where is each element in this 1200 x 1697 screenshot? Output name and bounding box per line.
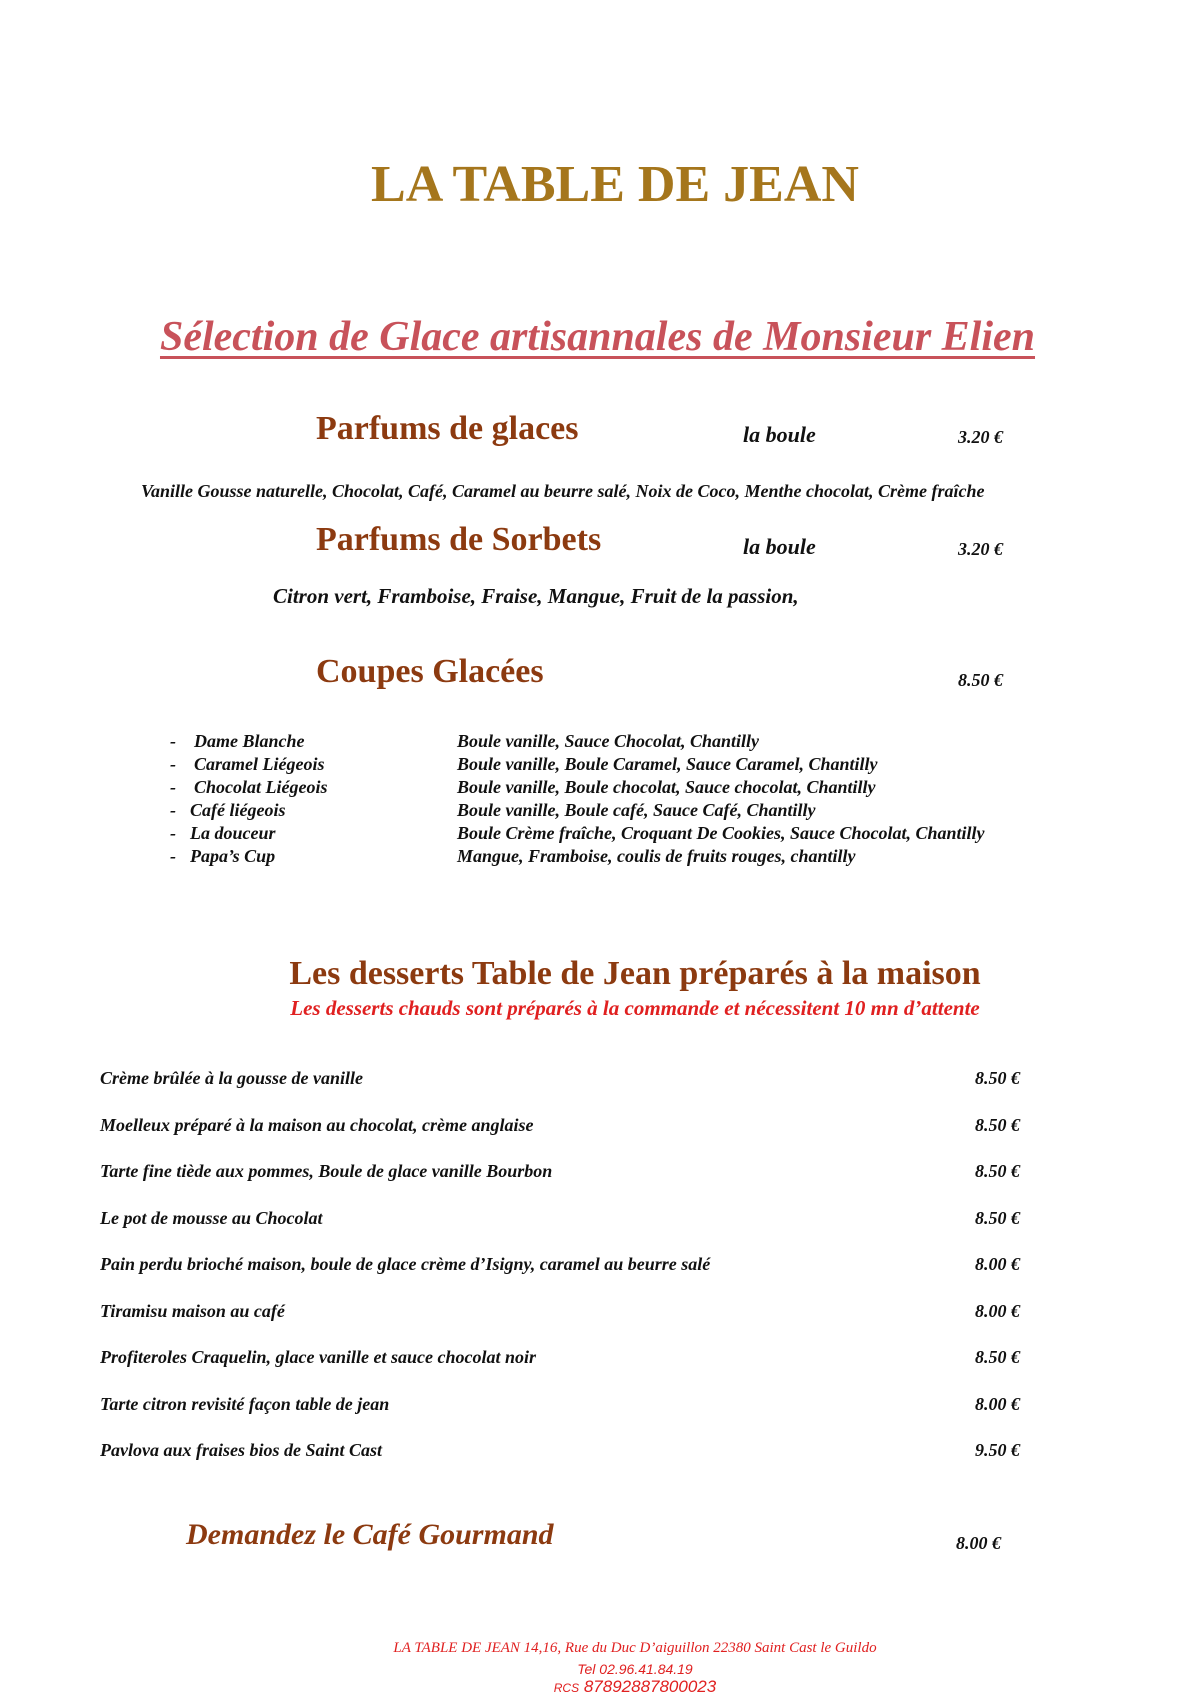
- coupe-dash: -: [170, 777, 176, 797]
- coupe-dash: -: [170, 731, 176, 751]
- dessert-name: Profiteroles Craquelin, glace vanille et sauce chocolat noir: [100, 1347, 536, 1367]
- dessert-price: 8.00 €: [975, 1393, 1020, 1414]
- coupe-desc: Boule Crème fraîche, Croquant De Cookies, Sauce Chocolat, Chantilly: [457, 823, 985, 843]
- dessert-item: [100, 1301, 1020, 1348]
- dessert-price: 9.50 €: [975, 1440, 1020, 1460]
- dessert-name: Moelleux préparé à la maison au chocolat, crème anglaise: [100, 1114, 534, 1135]
- dessert-item: [100, 1394, 1020, 1441]
- coupe-name: Papa’s Cup: [190, 846, 276, 866]
- coupes-list: [170, 730, 985, 868]
- dessert-name: Le pot de mousse au Chocolat: [100, 1207, 323, 1228]
- dessert-item: [100, 1161, 1020, 1208]
- coupe-dash: -: [170, 754, 176, 774]
- coupe-item: [170, 822, 985, 845]
- sorbets-heading: Parfums de Sorbets: [316, 521, 602, 558]
- dessert-item: [100, 1254, 1020, 1301]
- cafe-gourmand-label: Demandez le Café Gourmand: [186, 1518, 554, 1551]
- sorbets-price: 3.20 €: [958, 539, 1003, 559]
- coupe-name: Caramel Liégeois: [194, 754, 325, 774]
- glaces-heading: Parfums de glaces: [316, 410, 579, 447]
- dessert-name: Crème brûlée à la gousse de vanille: [100, 1068, 363, 1088]
- dessert-item: [100, 1440, 1020, 1487]
- dessert-price: 8.50 €: [975, 1207, 1020, 1228]
- dessert-name: Pavlova aux fraises bios de Saint Cast: [100, 1440, 383, 1460]
- coupe-desc: Boule vanille, Boule café, Sauce Café, Chantilly: [457, 800, 816, 820]
- coupe-dash: -: [170, 823, 176, 843]
- coupe-desc: Boule vanille, Boule chocolat, Sauce chocolat, Chantilly: [457, 777, 876, 797]
- glaces-price: 3.20 €: [958, 427, 1003, 447]
- dessert-price: 8.50 €: [975, 1068, 1020, 1088]
- coupe-desc: Boule vanille, Boule Caramel, Sauce Caramel, Chantilly: [457, 754, 878, 774]
- dessert-price: 8.00 €: [975, 1300, 1020, 1321]
- coupe-item: [170, 845, 985, 868]
- sorbets-flavors: Citron vert, Framboise, Fraise, Mangue, Fruit de la passion,: [273, 584, 799, 608]
- glaces-unit: la boule: [743, 422, 816, 447]
- dessert-price: 8.50 €: [975, 1161, 1020, 1181]
- desserts-note: Les desserts chauds sont préparés à la commande et nécessitent 10 mn d’attente: [290, 996, 980, 1020]
- sorbets-unit: la boule: [743, 534, 816, 559]
- coupe-item: [170, 799, 985, 822]
- footer-phone: Tel 02.96.41.84.19: [577, 1661, 693, 1677]
- desserts-list: [100, 1068, 1020, 1487]
- coupe-item: [170, 776, 985, 799]
- desserts-heading: Les desserts Table de Jean préparés à la maison: [289, 955, 981, 992]
- footer-rcs: [0, 1677, 1200, 1697]
- dessert-item: [100, 1347, 1020, 1394]
- restaurant-title: LA TABLE DE JEAN: [371, 156, 859, 213]
- coupe-name: Café liégeois: [190, 800, 286, 820]
- coupe-name: Dame Blanche: [194, 731, 305, 751]
- footer-address: LA TABLE DE JEAN 14,16, Rue du Duc D’aiguillon 22380 Saint Cast le Guildo: [393, 1640, 877, 1656]
- dessert-item: [100, 1115, 1020, 1162]
- coupe-desc: Boule vanille, Sauce Chocolat, Chantilly: [457, 731, 760, 751]
- coupes-price: 8.50 €: [958, 670, 1003, 690]
- glaces-flavors: Vanille Gousse naturelle, Chocolat, Café, Caramel au beurre salé, Noix de Coco, Menthe chocolat, Crème fraîche: [141, 481, 985, 501]
- dessert-name: Tarte fine tiède aux pommes, Boule de glace vanille Bourbon: [100, 1161, 553, 1181]
- coupe-item: [170, 753, 985, 776]
- dessert-item: [100, 1208, 1020, 1255]
- coupe-dash: -: [170, 846, 176, 866]
- footer-rcs-label: RCS: [553, 1681, 580, 1695]
- ice-cream-selection-title: Sélection de Glace artisannales de Monsieur Elien: [159, 314, 1036, 360]
- footer-rcs-number: 87892887800023: [583, 1677, 717, 1696]
- coupe-desc: Mangue, Framboise, coulis de fruits rouges, chantilly: [457, 846, 856, 866]
- dessert-item: [100, 1068, 1020, 1115]
- dessert-price: 8.00 €: [975, 1254, 1020, 1274]
- coupe-name: La douceur: [190, 823, 276, 843]
- coupe-name: Chocolat Liégeois: [194, 777, 328, 797]
- coupes-heading: Coupes Glacées: [316, 653, 544, 690]
- cafe-gourmand-price: 8.00 €: [956, 1533, 1001, 1553]
- dessert-price: 8.50 €: [975, 1114, 1020, 1135]
- dessert-name: Tarte citron revisité façon table de jean: [100, 1393, 390, 1414]
- dessert-price: 8.50 €: [975, 1347, 1020, 1367]
- coupe-item: [170, 730, 985, 753]
- coupe-dash: -: [170, 800, 176, 820]
- dessert-name: Pain perdu brioché maison, boule de glace crème d’Isigny, caramel au beurre salé: [100, 1254, 711, 1274]
- dessert-name: Tiramisu maison au café: [100, 1300, 285, 1321]
